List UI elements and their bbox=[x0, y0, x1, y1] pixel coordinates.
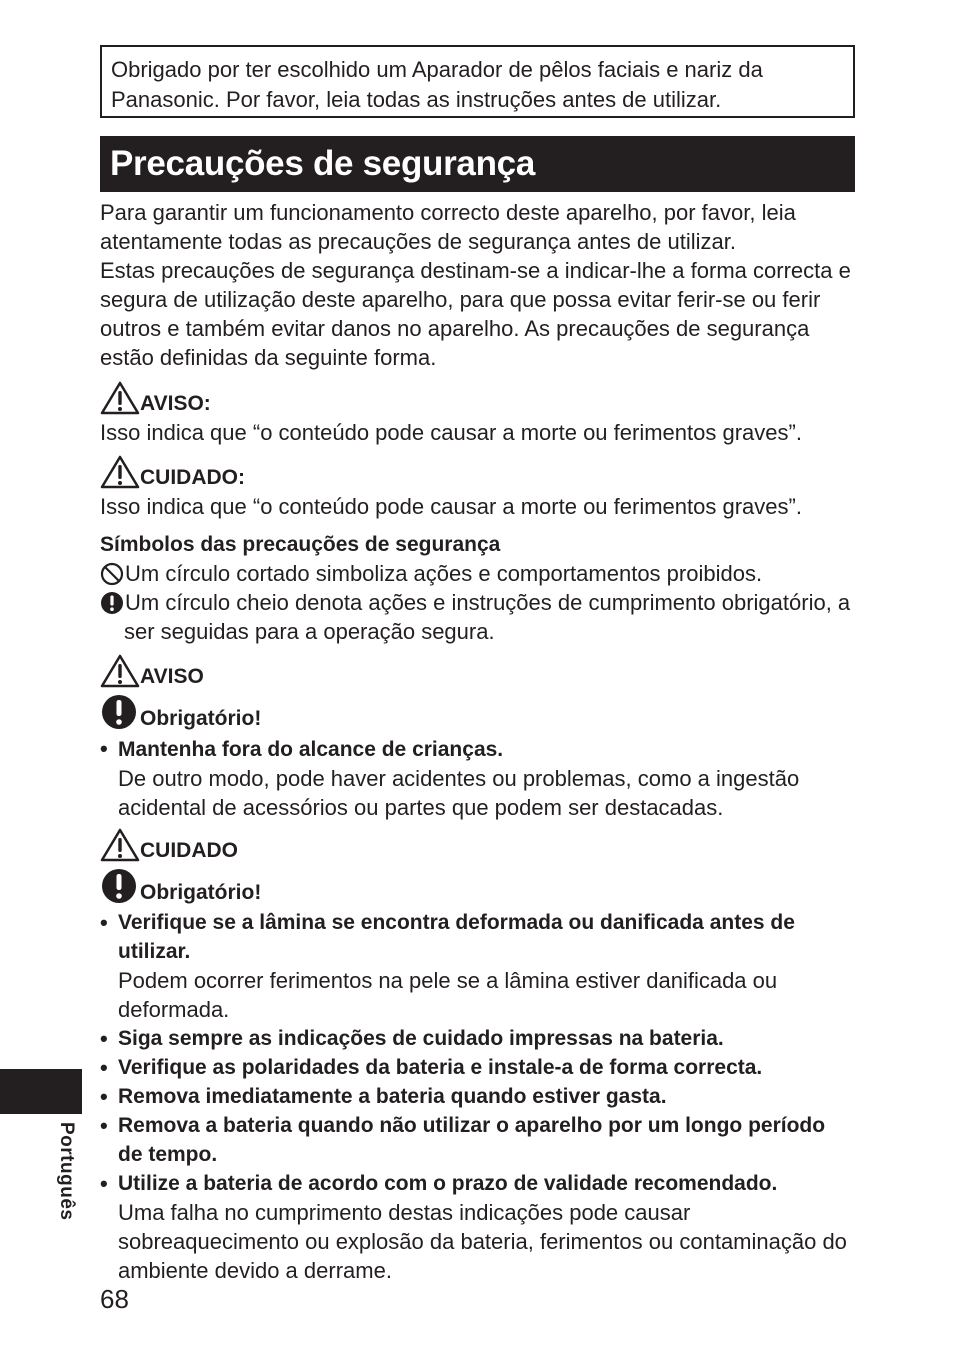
cuidado-definition-heading bbox=[100, 455, 860, 489]
prohibited-icon bbox=[100, 562, 124, 586]
item-desc: Podem ocorrer ferimentos na pele se a lâmina estiver danificada ou bbox=[118, 968, 778, 993]
list-item bbox=[100, 1024, 860, 1053]
warning-triangle-icon bbox=[100, 654, 140, 688]
item-title: • Verifique as polaridades da bateria e instale-a de forma correcta. bbox=[118, 1056, 763, 1079]
aviso-mandatory-label: Obrigatório! bbox=[140, 707, 262, 730]
aviso-section-label: AVISO bbox=[140, 665, 204, 688]
intro-line: Panasonic. Por favor, leia todas as instruções antes de utilizar. bbox=[111, 87, 722, 112]
mandatory-icon bbox=[100, 868, 140, 904]
item-title: • Verifique se a lâmina se encontra deformada ou danificada antes de bbox=[118, 911, 795, 934]
text-line: outros e também evitar danos no aparelho. As precauções de segurança bbox=[100, 316, 810, 341]
language-label: Português bbox=[56, 1122, 77, 1221]
item-desc: deformada. bbox=[118, 997, 230, 1022]
intro-notice-box bbox=[100, 45, 855, 118]
text-line: estão definidas da seguinte forma. bbox=[100, 345, 437, 370]
item-title: • Remova imediatamente a bateria quando estiver gasta. bbox=[118, 1085, 667, 1108]
cuidado-mandatory-label: Obrigatório! bbox=[140, 881, 262, 904]
mandatory-icon bbox=[100, 591, 124, 615]
mandatory-text-continued: ser seguidas para a operação segura. bbox=[124, 619, 495, 644]
page-title: Precauções de segurança bbox=[100, 136, 855, 192]
warning-triangle-icon bbox=[100, 381, 140, 415]
intro-paragraph-1 bbox=[100, 198, 860, 256]
aviso-mandatory-heading bbox=[100, 694, 860, 730]
prohibited-symbol-line bbox=[100, 559, 860, 588]
warning-triangle-icon bbox=[100, 828, 140, 862]
prohibited-text: Um círculo cortado simboliza ações e comportamentos proibidos. bbox=[125, 561, 763, 586]
aviso-list bbox=[100, 734, 860, 822]
main-content bbox=[100, 198, 860, 1285]
cuidado-section-label: CUIDADO bbox=[140, 839, 238, 862]
aviso-section-heading bbox=[100, 654, 860, 688]
cuidado-label: CUIDADO: bbox=[140, 466, 245, 489]
list-item bbox=[100, 1082, 860, 1111]
page-number: 68 bbox=[100, 1284, 129, 1314]
item-title: • Utilize a bateria de acordo com o prazo de validade recomendado. bbox=[118, 1172, 778, 1195]
text-line: Para garantir um funcionamento correcto deste aparelho, por favor, leia bbox=[100, 200, 796, 225]
list-item bbox=[100, 1053, 860, 1082]
list-item bbox=[100, 908, 860, 1024]
aviso-label: AVISO: bbox=[140, 392, 211, 415]
cuidado-section-heading bbox=[100, 828, 860, 862]
text-line: atentamente todas as precauções de segurança antes de utilizar. bbox=[100, 229, 736, 254]
aviso-definition-text: Isso indica que “o conteúdo pode causar a morte ou ferimentos graves”. bbox=[100, 420, 802, 445]
item-desc: acidental de acessórios ou partes que podem ser destacadas. bbox=[118, 795, 724, 820]
item-desc: sobreaquecimento ou explosão da bateria, ferimentos ou contaminação do bbox=[118, 1229, 847, 1254]
item-title: Mantenha fora do alcance de crianças. bbox=[118, 738, 504, 761]
item-title: • Siga sempre as indicações de cuidado impressas na bateria. bbox=[118, 1027, 724, 1050]
item-title: utilizar. bbox=[118, 940, 191, 963]
symbols-heading: Símbolos das precauções de segurança bbox=[100, 533, 501, 556]
aviso-definition-heading bbox=[100, 381, 860, 415]
cuidado-mandatory-heading bbox=[100, 868, 860, 904]
text-line: Estas precauções de segurança destinam-se a indicar-lhe a forma correcta e bbox=[100, 258, 851, 283]
list-item bbox=[100, 1111, 860, 1169]
item-desc: Uma falha no cumprimento destas indicações pode causar bbox=[118, 1200, 691, 1225]
mandatory-symbol-line bbox=[100, 588, 860, 617]
item-desc: De outro modo, pode haver acidentes ou problemas, como a ingestão bbox=[118, 766, 800, 791]
mandatory-text: Um círculo cheio denota ações e instruções de cumprimento obrigatório, a bbox=[125, 590, 851, 615]
warning-triangle-icon bbox=[100, 455, 140, 489]
item-title: de tempo. bbox=[118, 1143, 218, 1166]
list-item bbox=[100, 1169, 860, 1285]
item-title: • Remova a bateria quando não utilizar o aparelho por um longo período bbox=[118, 1114, 826, 1137]
cuidado-definition-text: Isso indica que “o conteúdo pode causar a morte ou ferimentos graves”. bbox=[100, 494, 802, 519]
intro-paragraph-2 bbox=[100, 256, 860, 372]
item-desc: ambiente devido a derrame. bbox=[118, 1258, 392, 1283]
intro-line: Obrigado por ter escolhido um Aparador de pêlos faciais e nariz da bbox=[111, 57, 763, 82]
list-item bbox=[100, 734, 860, 822]
mandatory-icon bbox=[100, 694, 140, 730]
text-line: segura de utilização deste aparelho, para que possa evitar ferir-se ou ferir bbox=[100, 287, 821, 312]
language-tab bbox=[0, 1069, 82, 1114]
cuidado-list bbox=[100, 908, 860, 1285]
